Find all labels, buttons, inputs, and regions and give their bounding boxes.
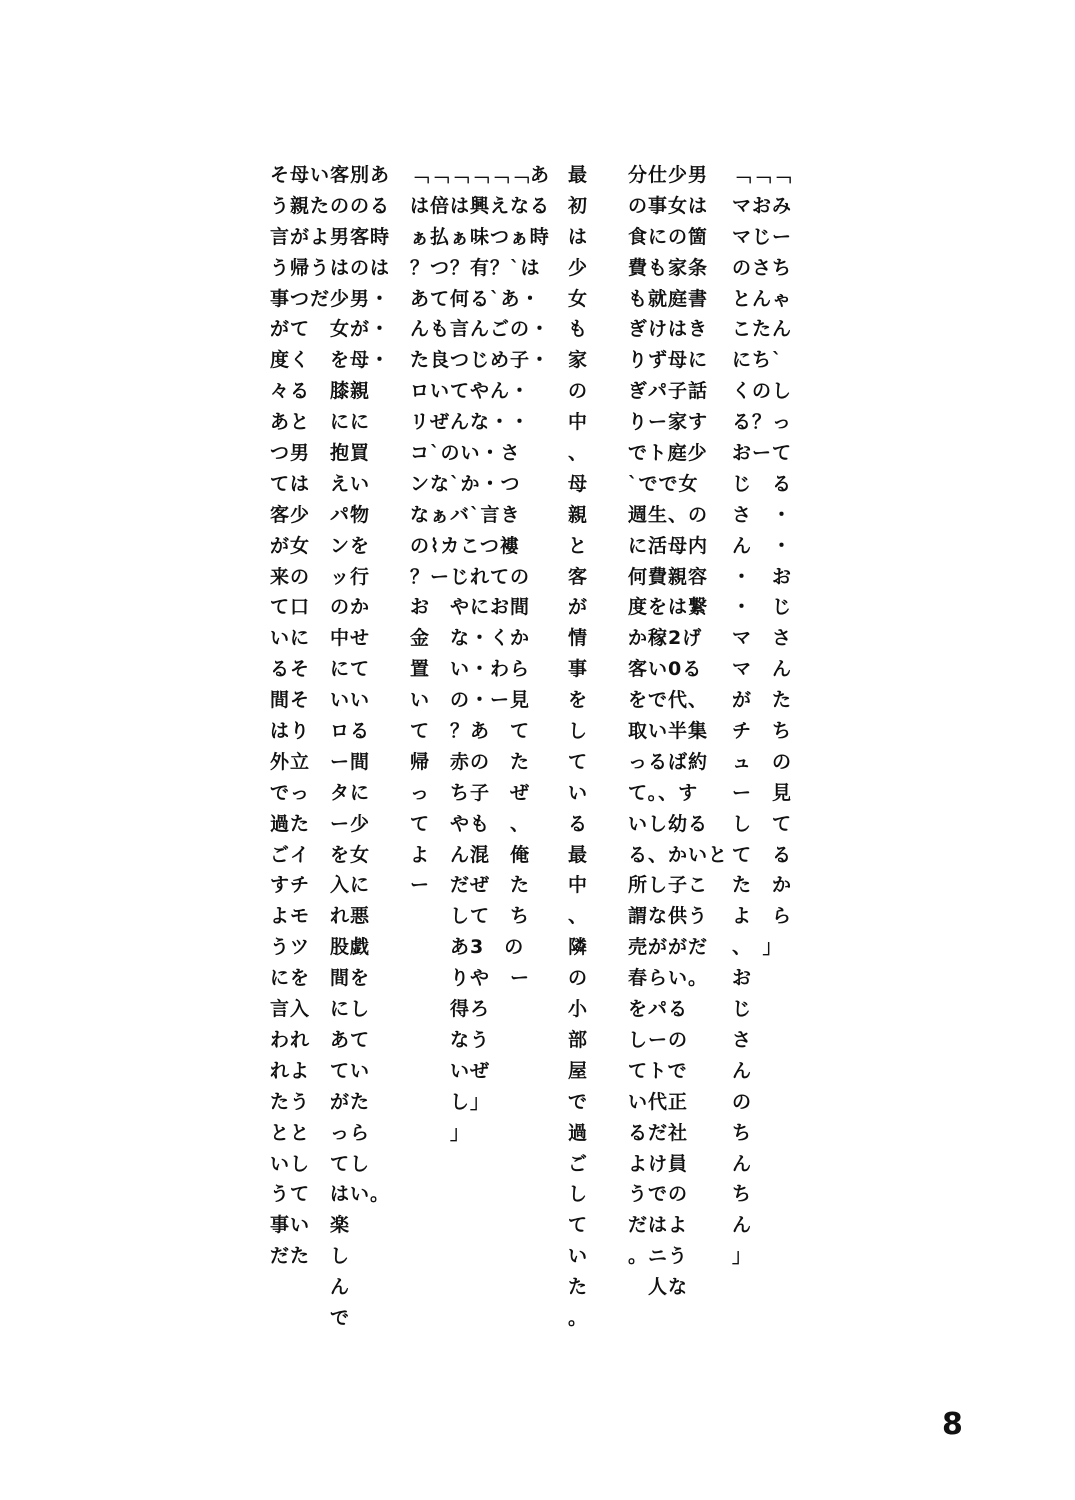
text-row: よ ん混 俺: [410, 843, 531, 866]
text-row: ュ の: [732, 750, 793, 773]
text-row: 中: [568, 411, 589, 434]
text-row: 親: [568, 503, 589, 526]
text-row: よけ員: [628, 1152, 689, 1175]
text-row: は倍は興えなる: [410, 194, 551, 217]
text-row: 得ろ: [410, 998, 491, 1021]
text-row: て る: [732, 843, 793, 866]
text-row: ごイ を女: [270, 843, 371, 866]
text-row: 客い0る: [628, 658, 703, 681]
text-row: も就庭書: [628, 287, 709, 310]
text-row: お: [732, 967, 753, 990]
text-row: 客少 パ物: [270, 503, 371, 526]
text-row: ﹁﹁﹁: [732, 164, 793, 186]
text-row: ん: [732, 1152, 753, 1175]
text-row: 客: [568, 565, 589, 588]
text-row: の: [732, 1090, 753, 1113]
text-row: いし幼る: [628, 812, 709, 835]
text-row: 事い 楽: [270, 1214, 351, 1237]
text-row: 、: [568, 442, 589, 465]
text-row: はり ロる: [270, 720, 371, 743]
text-row: おーて: [732, 442, 793, 465]
text-row: うツ 股戯: [270, 936, 371, 959]
text-row: 家: [568, 349, 589, 372]
text-row: ん: [732, 1059, 753, 1082]
text-row: 初: [568, 194, 589, 217]
text-row: りや ー: [410, 967, 531, 990]
text-row: 週生、の: [628, 503, 709, 526]
text-row: た: [568, 1276, 589, 1299]
text-row: ては えい: [270, 472, 371, 495]
text-row: なう: [410, 1028, 491, 1051]
text-row: 言がよ男客時: [270, 225, 391, 248]
text-row: 何費親容: [628, 565, 709, 588]
text-row: 取い半集: [628, 720, 709, 743]
text-row: さ ・: [732, 503, 793, 526]
text-row: 々る 膝親: [270, 380, 371, 403]
text-row: し: [568, 720, 589, 743]
text-row: りず母に: [628, 349, 709, 372]
text-row: ん: [270, 1276, 351, 1299]
text-row: ん: [732, 1214, 753, 1237]
text-row: がて 女が・: [270, 318, 391, 341]
text-row: ロいてやん・: [410, 380, 531, 403]
text-row: っるば約: [628, 750, 709, 773]
text-row: も: [568, 318, 589, 341]
text-row: マおみ: [732, 194, 793, 217]
text-row: 過た ー少: [270, 812, 371, 835]
text-row: の: [568, 967, 589, 990]
text-column-block-5: [732, 160, 792, 1272]
text-row: リぜんな・・: [410, 411, 531, 434]
text-row: 金 な・くか: [410, 627, 531, 650]
text-row: 置 い・わら: [410, 658, 531, 681]
text-row: 分仕少男: [628, 164, 709, 186]
text-row: 情: [568, 627, 589, 650]
text-row: だた し: [270, 1245, 351, 1268]
text-row: すチ 入に: [270, 874, 371, 897]
text-column-block-1: [270, 160, 390, 1334]
text-row: 母: [568, 472, 589, 495]
text-row: にを 間を: [270, 967, 371, 990]
text-row: よモ れ悪: [270, 905, 371, 928]
text-row: たう がた: [270, 1090, 371, 1113]
text-row: 小: [568, 998, 589, 1021]
text-row: マ ん: [732, 658, 793, 681]
text-row: ・ お: [732, 565, 793, 588]
text-row: い代正: [628, 1090, 689, 1113]
text-row: てトで: [628, 1059, 688, 1082]
text-row: か稼2げ: [628, 627, 703, 650]
text-row: ー 見: [732, 781, 793, 804]
text-row: 春らい。: [628, 967, 709, 990]
text-row: をパる: [628, 998, 689, 1021]
text-row: た か: [732, 874, 793, 897]
text-row: 言入 にし: [270, 998, 371, 1021]
text-column-block-3: [568, 160, 588, 1334]
text-row: チ ち: [732, 720, 793, 743]
text-row: 度く を母・: [270, 349, 391, 372]
text-row: る？っ: [732, 411, 793, 434]
text-row: が女 ンを: [270, 534, 371, 557]
text-row: っ ち子 ぜ: [410, 781, 531, 804]
text-row: 中: [568, 874, 589, 897]
text-row: い: [568, 781, 589, 804]
text-row: 食にの箇: [628, 225, 709, 248]
text-row: 部: [568, 1028, 589, 1051]
text-row: て やも 、: [410, 812, 531, 835]
text-row: た良つじめ子・: [410, 349, 551, 372]
text-row: の: [568, 380, 589, 403]
text-row: ・ じ: [732, 596, 793, 619]
text-row: あて何る`あ・: [410, 287, 541, 310]
text-row: の事女は: [628, 194, 709, 217]
text-row: マ さ: [732, 627, 793, 650]
text-row: マじー: [732, 225, 793, 248]
text-row: しーの: [628, 1028, 689, 1051]
text-row: 人な: [628, 1276, 689, 1299]
text-row: 。: [568, 1306, 589, 1329]
text-row: し て: [732, 812, 793, 835]
text-row: じ: [732, 998, 753, 1021]
text-row: う親たののる: [270, 194, 391, 217]
text-row: ん ・: [732, 534, 793, 557]
text-row: 最: [568, 843, 589, 866]
text-row: 、: [568, 905, 589, 928]
text-row: 所し子こ: [628, 874, 709, 897]
text-row: い の・ー見: [410, 689, 531, 712]
text-row: とんゃ: [732, 287, 793, 310]
text-row: うでの: [628, 1183, 689, 1206]
text-row: ご: [568, 1152, 589, 1175]
text-row: る、かいと: [628, 843, 729, 866]
text-row: んも言んごの・: [410, 318, 551, 341]
text-row: 隣: [568, 936, 589, 959]
text-row: し」: [410, 1090, 491, 1113]
text-row: ー だぜ た: [410, 874, 531, 897]
text-row: ﹁﹁﹁﹁﹁﹁あ: [410, 164, 551, 186]
text-row: そ母い客別あ: [270, 164, 391, 186]
text-row: れよ てい: [270, 1059, 371, 1082]
text-row: るそ にて: [270, 658, 371, 681]
text-row: ち: [732, 1121, 753, 1144]
text-row: るだ社: [628, 1121, 689, 1144]
text-row: りー家す: [628, 411, 709, 434]
text-row: ち: [732, 1183, 753, 1206]
text-row: 」: [732, 1245, 753, 1268]
text-column-block-4: [628, 160, 728, 1303]
text-row: で: [270, 1306, 351, 1329]
text-row: 事: [568, 658, 589, 681]
text-row: でっ タに: [270, 781, 371, 804]
text-row: して ち: [410, 905, 531, 928]
text-row: つ男 抱買: [270, 442, 371, 465]
text-row: 事つだ少男・: [270, 287, 391, 310]
text-row: 度をは繋: [628, 596, 709, 619]
text-row: い: [568, 1245, 589, 1268]
text-row: じ る: [732, 472, 793, 495]
text-row: だはよ: [628, 1214, 689, 1237]
text-row: のさち: [732, 256, 793, 279]
text-row: 。ニう: [628, 1245, 689, 1268]
text-row: は: [568, 225, 589, 248]
text-row: 」: [410, 1121, 471, 1144]
text-row: ンな`か・つ: [410, 472, 521, 495]
text-row: くのし: [732, 380, 793, 403]
text-row: の⌇カこつ褸: [410, 534, 520, 557]
text-row: て: [568, 1214, 589, 1237]
text-row: る: [568, 812, 589, 835]
text-column-block-2: [410, 160, 550, 1149]
text-row: が た: [732, 689, 793, 712]
text-row: お やにお間: [410, 596, 531, 619]
text-row: に活母内: [628, 534, 709, 557]
text-row: 屋: [568, 1059, 589, 1082]
text-row: をで代、: [628, 689, 709, 712]
text-row: ？つ？有？`は: [410, 256, 541, 279]
text-row: 来の ッ行: [270, 565, 371, 588]
text-row: 外立 ー間: [270, 750, 371, 773]
text-row: 過: [568, 1121, 589, 1144]
text-row: でト庭少: [628, 442, 708, 465]
text-row: いし てし: [270, 1152, 371, 1175]
text-row: 女: [568, 287, 589, 310]
text-row: と: [568, 534, 589, 557]
text-row: 、 」: [732, 936, 783, 959]
text-row: ぎパ子話: [628, 380, 709, 403]
text-row: `でで女: [628, 472, 699, 495]
text-row: うて はい。: [270, 1183, 391, 1206]
text-row: なぁバ`言き: [410, 503, 521, 526]
text-row: て口 のか: [270, 596, 371, 619]
text-row: いぜ: [410, 1059, 491, 1082]
text-row: ？ーじれての: [410, 565, 531, 588]
text-row: あと にに: [270, 411, 371, 434]
text-row: にち`: [732, 349, 783, 372]
text-row: 謂な供う: [628, 905, 709, 928]
text-row: て ？あ て: [410, 720, 531, 743]
text-row: いに 中せ: [270, 627, 371, 650]
text-row: 費も家条: [628, 256, 709, 279]
text-row: 帰 赤の た: [410, 750, 531, 773]
text-row: よ ら: [732, 905, 793, 928]
text-row: し: [568, 1183, 589, 1206]
text-row: さ: [732, 1028, 753, 1051]
page-number: 8: [942, 1407, 963, 1442]
text-row: コ`のい・さ: [410, 442, 521, 465]
text-row: 少: [568, 256, 589, 279]
text-row: われ あて: [270, 1028, 371, 1051]
text-row: こたん: [732, 318, 793, 341]
text-row: あ3 の: [410, 936, 525, 959]
text-row: が: [568, 596, 589, 619]
text-row: 売ががだ: [628, 936, 709, 959]
text-row: を: [568, 689, 589, 712]
text-row: て: [568, 750, 589, 773]
text-row: とと っら: [270, 1121, 371, 1144]
text-row: う帰うはのは: [270, 256, 391, 279]
text-row: ぎけはき: [628, 318, 709, 341]
text-row: 最: [568, 164, 589, 186]
text-row: て。、す: [628, 781, 699, 804]
text-row: 間そ いい: [270, 689, 371, 712]
text-row: で: [568, 1090, 589, 1113]
text-row: ぁ払ぁ味つぁ時: [410, 225, 550, 248]
